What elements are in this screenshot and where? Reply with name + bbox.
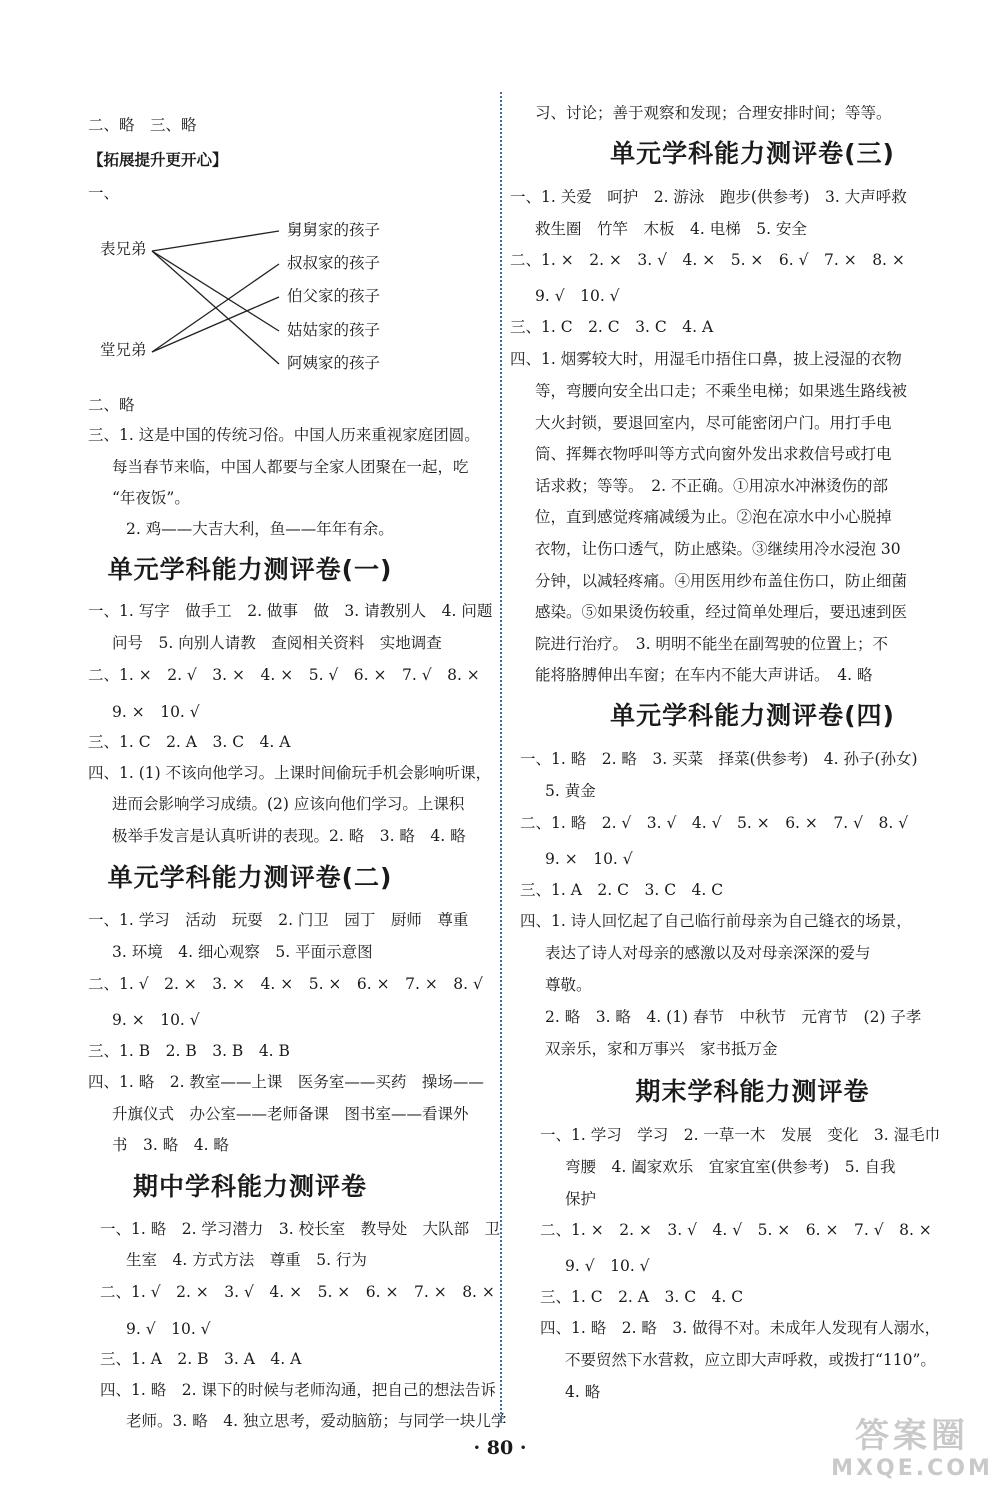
answer-line: 9. √ 10. √ <box>565 1257 650 1275</box>
answer-line: 一、 <box>88 184 120 202</box>
answer-line: 一、1. 略 2. 学习潜力 3. 校长室 教导处 大队部 卫 <box>100 1220 501 1238</box>
answer-line: 四、1. 烟雾较大时，用湿毛巾捂住口鼻，披上浸湿的衣物 <box>510 350 902 368</box>
answer-line: 一、1. 略 2. 略 3. 买菜 择菜(供参考) 4. 孙子(孙女) <box>520 750 918 768</box>
answer-line: 老师。3. 略 4. 独立思考，爱动脑筋；与同学一块儿学 <box>126 1412 507 1430</box>
answer-line: 尊敬。 <box>545 976 592 994</box>
kinship-link-line <box>152 251 279 331</box>
answer-line: 大火封锁，要退回室内，尽可能密闭户门。用打手电 <box>535 414 892 432</box>
answer-line: 三、1. A 2. B 3. A 4. A <box>100 1350 302 1368</box>
section-title: 单元学科能力测评卷(四) <box>610 701 895 730</box>
kinship-right-label: 舅舅家的孩子 <box>287 221 381 239</box>
answer-line: 书 3. 略 4. 略 <box>112 1136 229 1154</box>
kinship-right-label: 阿姨家的孩子 <box>287 354 381 372</box>
answer-line: 5. 黄金 <box>545 782 596 800</box>
watermark-logo <box>828 1415 996 1489</box>
answer-line: 二、1. × 2. × 3. √ 4. √ 5. × 6. × 7. √ 8. × <box>540 1221 932 1239</box>
answer-line: 四、1. 略 2. 教室——上课 医务室——买药 操场—— <box>88 1073 484 1091</box>
answer-line: 三、1. 这是中国的传统习俗。中国人历来重视家庭团圆。 <box>88 426 480 444</box>
answer-line: 三、1. C 2. C 3. C 4. A <box>510 318 714 336</box>
kinship-link-line <box>152 297 279 352</box>
answer-line: 3. 环境 4. 细心观察 5. 平面示意图 <box>112 943 373 961</box>
answer-line: 9. √ 10. √ <box>535 287 620 305</box>
answer-line: 筒、挥舞衣物呼叫等方式向窗外发出求救信号或打电 <box>535 445 892 463</box>
answer-line: “年夜饭”。 <box>112 489 190 507</box>
answer-line: 升旗仪式 办公室——老师备课 图书室——看课外 <box>112 1105 469 1123</box>
answer-line: 每当春节来临，中国人都要与全家人团聚在一起，吃 <box>112 458 469 476</box>
answer-line: 院进行治疗。 3. 明明不能坐在副驾驶的位置上；不 <box>535 635 888 653</box>
answer-line: 2. 略 3. 略 4. (1) 春节 中秋节 元宵节 (2) 子孝 <box>545 1008 922 1026</box>
watermark-url: MXQE.COM <box>831 1456 993 1481</box>
answer-line: 三、1. C 2. A 3. C 4. C <box>540 1288 744 1306</box>
answer-line: 生室 4. 方式方法 尊重 5. 行为 <box>126 1251 367 1269</box>
answer-line: 分钟，以减轻疼痛。④用医用纱布盖住伤口，防止细菌 <box>535 572 908 590</box>
column-divider <box>500 92 502 1422</box>
answer-line: 9. √ 10. √ <box>126 1320 211 1338</box>
watermark-text: 答案圈 <box>855 1416 969 1456</box>
answer-line: 9. × 10. √ <box>112 1011 200 1029</box>
answer-line: 衣物，让伤口透气，防止感染。③继续用冷水浸泡 30 <box>535 540 901 558</box>
answer-line: 能将胳膊伸出车窗；在车内不能大声讲话。 4. 略 <box>535 666 873 684</box>
answer-line: 位，直到感觉疼痛减缓为止。②泡在凉水中小心脱掉 <box>535 508 892 526</box>
answer-line: 三、1. C 2. A 3. C 4. A <box>88 733 291 751</box>
answer-line: 不要贸然下水营救，应立即大声呼救，或拨打“110”。 <box>565 1351 936 1369</box>
answer-line: 【拓展提升更开心】 <box>88 150 228 169</box>
answer-line: 二、1. 略 2. √ 3. √ 4. √ 5. × 6. × 7. √ 8. √ <box>520 814 909 832</box>
kinship-right-label: 姑姑家的孩子 <box>287 321 381 339</box>
section-title: 期末学科能力测评卷 <box>635 1077 870 1106</box>
answer-line: 二、1. √ 2. × 3. × 4. × 5. × 6. × 7. × 8. √ <box>88 975 483 993</box>
answer-line: 二、1. × 2. × 3. √ 4. × 5. × 6. √ 7. × 8. × <box>510 251 905 269</box>
answer-line: 四、1. 略 2. 略 3. 做得不对。未成年人发现有人溺水， <box>540 1319 941 1337</box>
answer-line: 一、1. 写字 做手工 2. 做事 做 3. 请教别人 4. 问题 <box>88 602 493 620</box>
answer-line: 三、1. A 2. C 3. C 4. C <box>520 881 724 899</box>
answer-line: 四、1. (1) 不该向他学习。上课时间偷玩手机会影响听课， <box>88 764 492 782</box>
page-number: · 80 · <box>473 1437 527 1459</box>
kinship-matching-diagram <box>100 205 420 385</box>
answer-line: 等，弯腰向安全出口走；不乘坐电梯；如果逃生路线被 <box>535 382 908 400</box>
kinship-right-label: 伯父家的孩子 <box>287 287 381 305</box>
answer-line: 习、讨论；善于观察和发现；合理安排时间；等等。 <box>535 104 892 122</box>
answer-line: 二、1. × 2. √ 3. × 4. × 5. √ 6. × 7. √ 8. × <box>88 666 480 684</box>
answer-line: 2. 鸡——大吉大利，鱼——年年有余。 <box>126 520 394 538</box>
answer-line: 三、1. B 2. B 3. B 4. B <box>88 1042 290 1060</box>
section-title: 单元学科能力测评卷(一) <box>107 555 393 584</box>
answer-line: 救生圈 竹竿 木板 4. 电梯 5. 安全 <box>535 220 807 238</box>
answer-line: 一、1. 学习 学习 2. 一草一木 发展 变化 3. 湿毛巾 <box>540 1126 941 1144</box>
answer-line: 四、1. 略 2. 课下的时候与老师沟通，把自己的想法告诉 <box>100 1381 496 1399</box>
answer-line: 二、1. √ 2. × 3. √ 4. × 5. × 6. × 7. × 8. × <box>100 1283 495 1301</box>
answer-line: 四、1. 诗人回忆起了自己临行前母亲为自己缝衣的场景， <box>520 912 912 930</box>
answer-line: 二、略 <box>88 396 135 414</box>
answer-line: 问号 5. 向别人请教 查阅相关资料 实地调查 <box>112 634 442 652</box>
answer-line: 一、1. 学习 活动 玩耍 2. 门卫 园丁 厨师 尊重 <box>88 911 469 929</box>
answer-line: 4. 略 <box>565 1383 601 1401</box>
answer-line: 二、略 三、略 <box>88 116 197 134</box>
section-title: 期中学科能力测评卷 <box>132 1172 367 1201</box>
kinship-link-line <box>152 264 279 352</box>
answer-line: 9. × 10. √ <box>545 850 633 868</box>
answer-line: 进而会影响学习成绩。(2) 应该向他们学习。上课积 <box>112 795 465 813</box>
answer-line: 感染。⑤如果烫伤较重，经过简单处理后，要迅速到医 <box>535 603 908 621</box>
kinship-left-label: 堂兄弟 <box>100 341 147 359</box>
answer-line: 话求救；等等。 2. 不正确。①用凉水冲淋烫伤的部 <box>535 477 888 495</box>
kinship-left-label: 表兄弟 <box>100 240 147 258</box>
answer-line: 双亲乐，家和万事兴 家书抵万金 <box>545 1040 778 1058</box>
answer-line: 表达了诗人对母亲的感激以及对母亲深深的爱与 <box>545 944 871 962</box>
answer-line: 一、1. 关爱 呵护 2. 游泳 跑步(供参考) 3. 大声呼救 <box>510 188 907 206</box>
answer-line: 9. × 10. √ <box>112 703 200 721</box>
answer-line: 弯腰 4. 阖家欢乐 宜家宜室(供参考) 5. 自我 <box>565 1158 896 1176</box>
kinship-right-label: 叔叔家的孩子 <box>287 254 381 272</box>
section-title: 单元学科能力测评卷(三) <box>610 139 895 168</box>
answer-line: 保护 <box>565 1190 597 1208</box>
section-title: 单元学科能力测评卷(二) <box>107 863 393 892</box>
kinship-link-line <box>152 231 279 251</box>
answer-line: 极举手发言是认真听讲的表现。2. 略 3. 略 4. 略 <box>112 827 466 845</box>
